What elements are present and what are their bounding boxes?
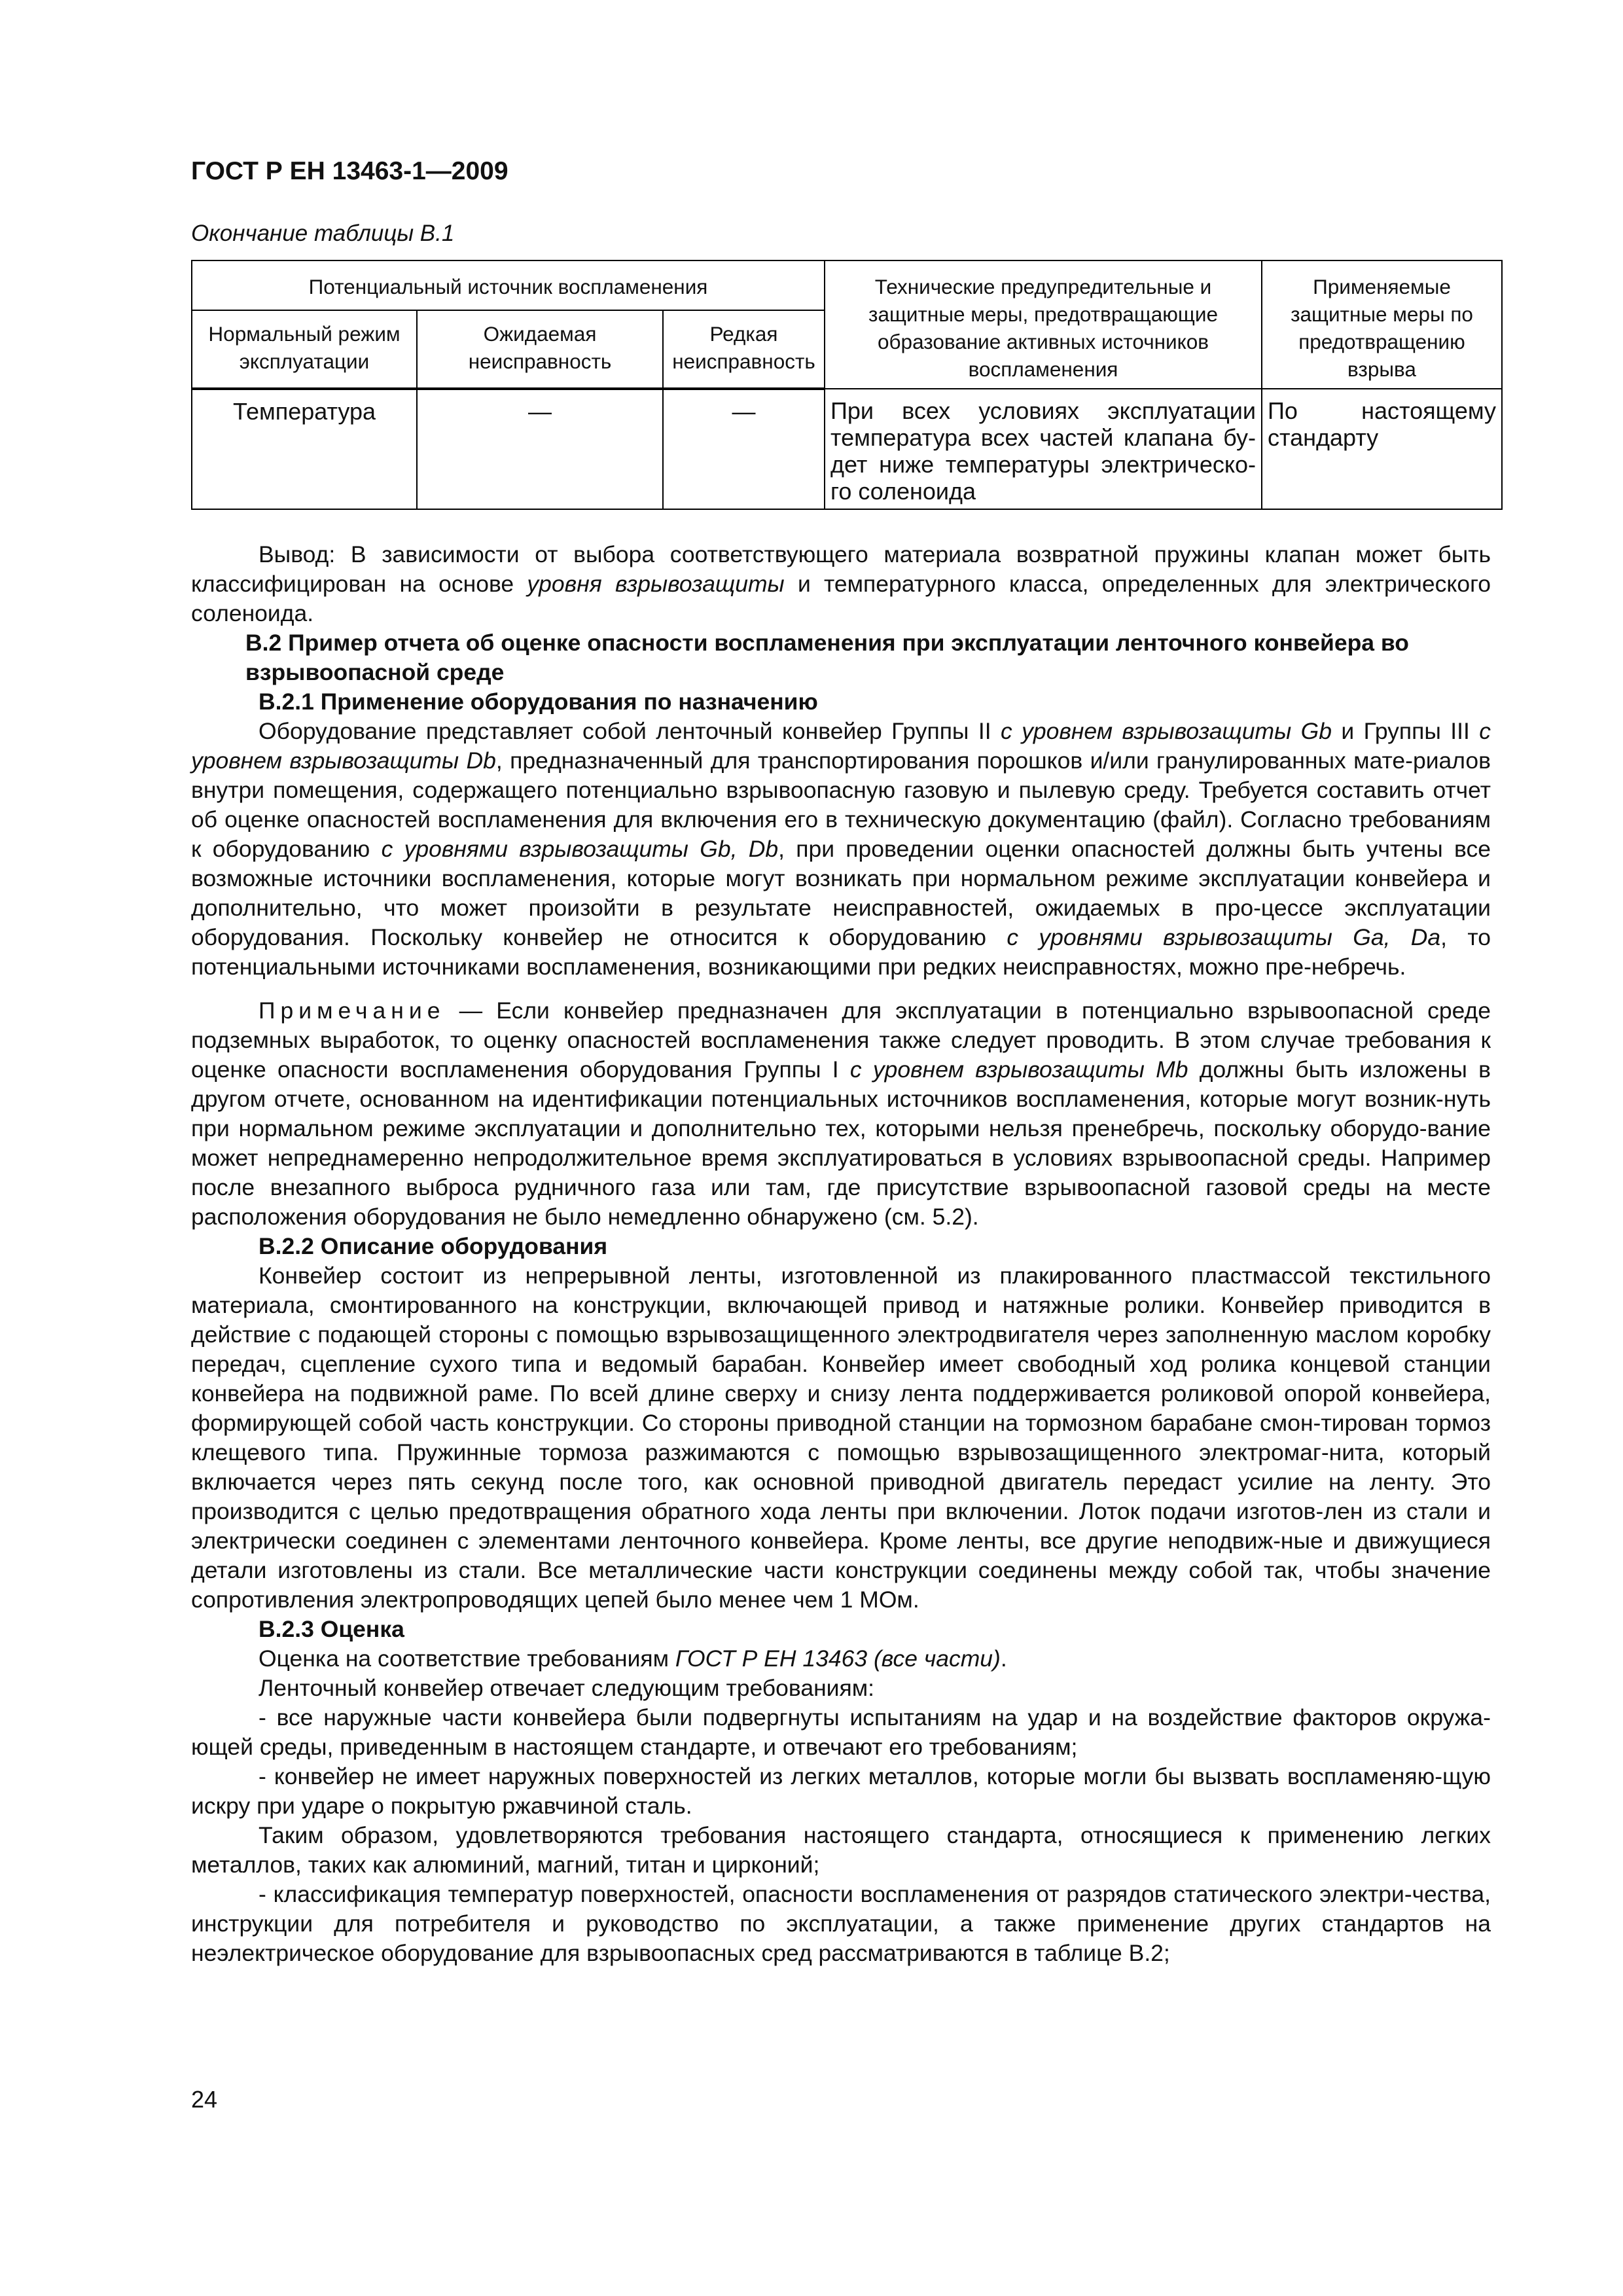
page-number: 24	[191, 2086, 218, 2113]
section-heading-b2: В.2 Пример отчета об оценке опасности воспламенения при эксплуатации ленточного конвейера во взрывоопасной среде	[245, 630, 1409, 685]
table-header-row	[192, 260, 1502, 310]
b21-paragraph: Оборудование представляет собой ленточный конвейер Группы II с уровнем взрывозащиты Gb и Группы III с уровнем взрывозащиты Db, предназначенный для транспортирования порошков и/или гранулированных мате-риалов внутри помещения, содержащего потенциально взрывоопасную газовую и пылевую среду. Требуется составить отчет об оценке опасностей воспламенения для включения его в техническую документацию (файл). Согласно требованиям к оборудованию с уровнями взрывозащиты Gb, Db, при проведении оценки опасностей должны быть учтены все возможные источники воспламенения, которые могут возникать при нормальном режиме эксплуатации конвейера и дополнительно, что может произойти в результате неисправностей, ожидаемых в про-цессе эксплуатации оборудования. Поскольку конвейер не относится к оборудованию с уровнями взрывозащиты Ga, Da, то потенциальными источниками воспламенения, возникающими при редких неисправностях, можно пре-небречь.	[191, 718, 1491, 980]
header-measures: Технические предупредительные и защитные меры, предотвращающие образование активных источников воспламенения	[825, 260, 1262, 389]
cell-applied-measures: По настоящему стандарту	[1262, 389, 1502, 509]
cell-measures: При всех условиях эксплуатации температура всех частей клапана бу-дет ниже температуры электрическо-го соленоида	[825, 389, 1262, 509]
section-heading-b21: В.2.1 Применение оборудования по назначению	[259, 689, 818, 715]
header-potential-source: Потенциальный источник воспламенения	[192, 260, 825, 310]
list-item: - классификация температур поверхностей, опасности воспламенения от разрядов статического электри-чества, инструкции для потребителя и руководство по эксплуатации, а также применение других стандартов на неэлектрическое оборудование для взрывоопасных сред рассматриваются в таблице В.2;	[191, 1881, 1491, 1966]
ignition-source-table	[191, 260, 1503, 510]
note-paragraph: Примечание — Если конвейер предназначен для эксплуатации в потенциально взрывоопасной среде подземных выработок, то оценку опасностей воспламенения также следует проводить. В этом случае требования к оценке опасности воспламенения оборудования Группы I с уровнем взрывозащиты Mb должны быть изложены в другом отчете, основанном на идентификации потенциальных источников воспламенения, которые могут возник-нуть при нормальном режиме эксплуатации и дополнительно тех, которыми нельзя пренебречь, поскольку оборудо-вание может непреднамеренно непродолжительное время эксплуатироваться в условиях взрывоопасной среды. Например после внезапного выброса рудничного газа или там, где присутствие взрывоопасной газовой среды на месте расположения оборудования не было немедленно обнаружено (см. 5.2).	[191, 997, 1491, 1230]
b23-intro: Ленточный конвейер отвечает следующим требованиям:	[259, 1675, 874, 1701]
table-row	[192, 389, 1502, 509]
header-normal-mode: Нормальный режим эксплуатации	[192, 310, 417, 389]
cell-normal-mode: Температура	[192, 389, 417, 509]
conclusion-paragraph: Вывод: В зависимости от выбора соответствующего материала возвратной пружины клапан может быть классифицирован на основе уровня взрывозащиты и температурного класса, определенных для электрического соленоида.	[191, 541, 1491, 626]
header-expected-fault: Ожидаемая неисправность	[417, 310, 663, 389]
header-rare-fault: Редкая неисправность	[663, 310, 825, 389]
section-heading-b23: В.2.3 Оценка	[259, 1616, 404, 1642]
section-heading-b22: В.2.2 Описание оборудования	[259, 1233, 608, 1259]
cell-rare-fault: —	[663, 389, 825, 509]
document-body	[191, 156, 1496, 1968]
list-item: Таким образом, удовлетворяются требования настоящего стандарта, относящиеся к применению легких металлов, таких как алюминий, магний, титан и цирконий;	[191, 1822, 1491, 1878]
b22-paragraph: Конвейер состоит из непрерывной ленты, изготовленной из плакированного пластмассой текстильного материала, смонтированного на конструкции, включающей привод и натяжные ролики. Конвейер приводится в действие с подающей стороны с помощью взрывозащищенного электродвигателя через заполненную маслом коробку передач, сцепление сухого типа и ведомый барабан. Конвейер имеет свободный ход ролика концевой станции конвейера на подвижной раме. По всей длине сверху и снизу лента поддерживается роликовой опорой конвейера, формирующей собой часть конструкции. Со стороны приводной станции на тормозном барабане смон-тирован тормоз клещевого типа. Пружинные тормоза разжимаются с помощью взрывозащищенного электромаг-нита, который включается через пять секунд после того, как основной приводной двигатель передаст усилие на ленту. Это производится с целью предотвращения обратного хода ленты при включении. Лоток подачи изготов-лен из стали и электрически соединен с элементами ленточного конвейера. Кроме ленты, все другие неподвиж-ные и движущиеся детали изготовлены из стали. Все металлические части конструкции соединены между собой так, чтобы значение сопротивления электропроводящих цепей было менее чем 1 МОм.	[191, 1263, 1491, 1613]
cell-expected-fault: —	[417, 389, 663, 509]
note-label: Примечание	[259, 997, 446, 1024]
document-code: ГОСТ Р ЕН 13463-1—2009	[191, 157, 508, 185]
list-item: - конвейер не имеет наружных поверхностей из легких металлов, которые могли бы вызвать воспламеняю-щую искру при ударе о покрытую ржавчиной сталь.	[191, 1763, 1491, 1819]
table-caption: Окончание таблицы В.1	[191, 221, 455, 246]
header-applied-measures: Применяемые защитные меры по предотвращению взрыва	[1262, 260, 1502, 389]
list-item: - все наружные части конвейера были подвергнуты испытаниям на удар и на воздействие факторов окружа-ющей среды, приведенным в настоящем стандарте, и отвечают его требованиям;	[191, 1704, 1491, 1760]
b23-evaluation-line: Оценка на соответствие требованиям ГОСТ Р ЕН 13463 (все части).	[259, 1645, 1007, 1672]
